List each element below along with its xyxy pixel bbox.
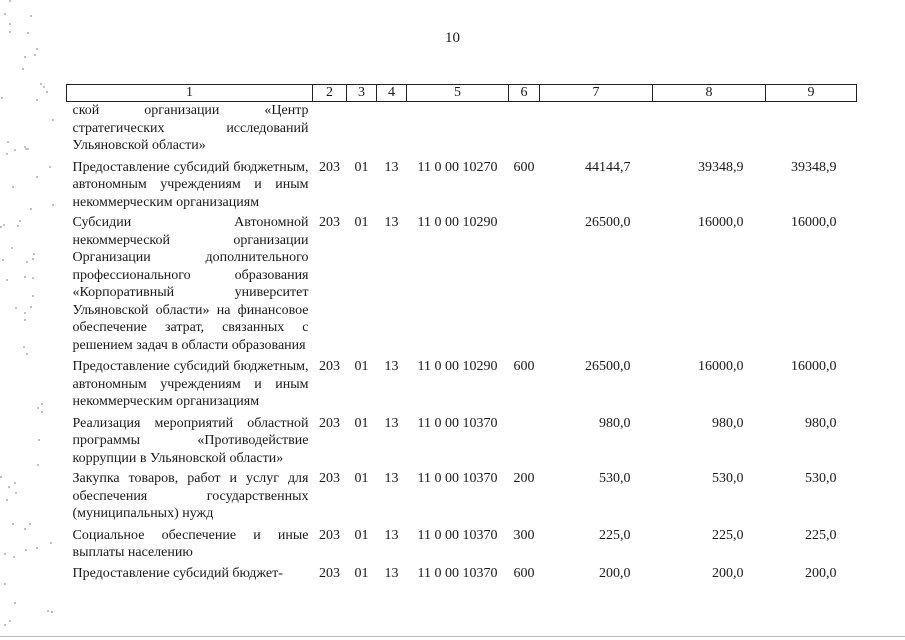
scan-speck — [30, 306, 32, 308]
scan-speck — [32, 295, 34, 297]
cell-amount-col7: 980,0 — [599, 415, 631, 431]
cell-section: 01 — [354, 359, 369, 374]
cell-subsection: 13 — [384, 527, 399, 543]
scan-speck — [41, 411, 43, 413]
cell-section: 01 — [354, 471, 369, 486]
cell-target-article: 11 0 00 10370 — [417, 565, 498, 581]
scan-speck — [24, 319, 26, 321]
scan-speck — [26, 261, 28, 263]
cell-amount-col8: 530,0 — [712, 471, 744, 486]
scan-speck — [13, 556, 15, 558]
cell-expense-type: 600 — [513, 565, 535, 581]
cell-ministry-code: 203 — [319, 215, 340, 230]
scan-speck — [24, 528, 26, 530]
scan-speck — [22, 68, 24, 70]
cell-subsection: 13 — [384, 415, 399, 431]
scan-speck — [14, 482, 16, 484]
cell-amount-col7: 225,0 — [599, 527, 631, 543]
cell-amount-col7: 44144,7 — [585, 159, 631, 175]
cell-ministry-code: 203 — [319, 527, 340, 543]
cell-amount-col7: 26500,0 — [585, 215, 631, 230]
scan-speck — [6, 153, 8, 155]
scan-speck — [19, 220, 21, 222]
cell-subsection: 13 — [384, 215, 399, 230]
scan-speck — [52, 204, 54, 206]
scan-speck — [4, 13, 6, 15]
cell-target-article: 11 0 00 10290 — [417, 359, 498, 374]
scan-speck — [36, 99, 38, 101]
cell-amount-col9: 16000,0 — [791, 215, 837, 230]
scan-speck — [15, 307, 17, 309]
scan-speck — [8, 486, 10, 488]
budget-table — [66, 84, 857, 582]
scan-speck — [46, 91, 48, 93]
cell-amount-col7: 26500,0 — [585, 359, 631, 374]
row-description: Социальное обеспечение и иные выплаты населению — [72, 527, 309, 560]
cell-target-article: 11 0 00 10370 — [417, 527, 498, 543]
column-header-8: 8 — [653, 85, 766, 102]
cell-subsection — [377, 102, 407, 155]
scan-speck — [3, 224, 5, 226]
cell-amount-col9: 980,0 — [805, 415, 837, 431]
table-row — [67, 102, 857, 155]
table-row — [67, 467, 857, 523]
row-description: Предоставление субсидий бюджетным, автономным учреждениям и иным некоммерческим организациям — [72, 359, 309, 409]
cell-amount-col8: 200,0 — [712, 565, 744, 581]
cell-section: 01 — [354, 565, 369, 581]
scan-speck — [30, 208, 32, 210]
scan-speck — [24, 312, 26, 314]
table-row — [67, 411, 857, 468]
scan-speck — [37, 464, 39, 466]
column-header-3: 3 — [347, 85, 377, 102]
scan-speck — [36, 547, 38, 549]
scan-speck — [17, 225, 19, 227]
cell-expense-type: 200 — [513, 471, 535, 486]
cell-ministry-code — [313, 102, 347, 155]
cell-amount-col9: 200,0 — [805, 565, 837, 581]
cell-section: 01 — [354, 527, 369, 543]
scan-speck — [25, 148, 27, 150]
scan-speck — [50, 542, 52, 544]
cell-amount-col7: 200,0 — [599, 565, 631, 581]
cell-ministry-code: 203 — [319, 415, 340, 431]
scan-speck — [12, 523, 14, 525]
scan-speck — [12, 186, 14, 188]
cell-subsection: 13 — [384, 159, 399, 175]
cell-section — [347, 102, 377, 155]
scan-speck — [24, 276, 26, 278]
scan-speck — [9, 620, 11, 622]
scan-speck — [4, 624, 6, 626]
scan-speck — [6, 279, 8, 281]
row-description: Предоставление субсидий бюджет- — [72, 565, 283, 581]
cell-subsection: 13 — [384, 565, 399, 581]
scan-speck — [36, 48, 38, 50]
scan-speck — [14, 602, 16, 604]
cell-subsection: 13 — [384, 359, 399, 374]
scan-speck — [9, 0, 11, 2]
cell-amount-col8: 16000,0 — [698, 215, 744, 230]
scan-speck — [51, 611, 53, 613]
cell-subsection: 13 — [384, 471, 399, 486]
cell-target-article: 11 0 00 10270 — [417, 159, 498, 175]
cell-amount-col8 — [653, 102, 766, 155]
scan-speck — [15, 492, 17, 494]
scan-speck — [30, 15, 32, 17]
cell-amount-col7 — [540, 102, 653, 155]
scan-speck — [4, 583, 6, 585]
cell-ministry-code: 203 — [319, 359, 340, 374]
scan-speck — [0, 226, 2, 228]
cell-section: 01 — [354, 415, 369, 431]
column-header-9: 9 — [766, 85, 857, 102]
scan-speck — [14, 149, 16, 151]
cell-section: 01 — [354, 215, 369, 230]
table-row — [67, 211, 857, 354]
table-row — [67, 354, 857, 411]
scan-speck — [37, 407, 39, 409]
scan-speck — [47, 610, 49, 612]
cell-amount-col9: 39348,9 — [791, 159, 837, 175]
scan-speck — [49, 166, 51, 168]
scan-speck — [41, 403, 43, 405]
cell-amount-col9: 225,0 — [805, 527, 837, 543]
row-description: Субсидии Автономной некоммерческой организации Организации дополнительного профессионального образования «Корпоративный университет Ульяновской области» на финансовое обеспечение затрат, связанных с решением задач в области образования — [72, 215, 309, 353]
scan-speck — [23, 346, 25, 348]
scan-speck — [29, 523, 31, 525]
cell-expense-type: 600 — [513, 359, 535, 374]
scan-speck — [24, 56, 26, 58]
cell-expense-type — [509, 411, 540, 468]
row-description: Предоставление субсидий бюджетным, автономным учреждениям и иным некоммерческим организациям — [72, 159, 309, 210]
scan-speck — [2, 259, 4, 261]
cell-section: 01 — [354, 159, 369, 175]
scan-speck — [33, 253, 35, 255]
scan-speck — [32, 277, 34, 279]
page-number: 10 — [445, 30, 460, 46]
table-row — [67, 562, 857, 583]
cell-ministry-code: 203 — [319, 565, 340, 581]
table-row — [67, 523, 857, 562]
column-header-1: 1 — [67, 85, 313, 102]
cell-target-article: 11 0 00 10290 — [417, 215, 498, 230]
cell-amount-col8: 225,0 — [712, 527, 744, 543]
scan-speck — [1, 97, 3, 99]
cell-amount-col9 — [766, 102, 857, 155]
scan-speck — [32, 258, 34, 260]
table-row — [67, 155, 857, 212]
cell-amount-col7: 530,0 — [599, 471, 631, 486]
cell-amount-col8: 16000,0 — [698, 359, 744, 374]
scan-speck — [7, 141, 9, 143]
scan-speck — [38, 439, 40, 441]
scan-speck — [52, 119, 54, 121]
header-row — [67, 85, 857, 102]
row-description: Закупка товаров, работ и услуг для обеспечения государственных (муниципальных) нужд — [72, 471, 309, 521]
row-description: ской организации «Центр стратегических исследований Ульяновской области» — [72, 103, 309, 153]
column-header-6: 6 — [509, 85, 540, 102]
cell-ministry-code: 203 — [319, 159, 340, 175]
scan-speck — [34, 54, 36, 56]
page-bottom-edge — [0, 636, 905, 637]
scan-speck — [6, 499, 8, 501]
scan-speck — [27, 148, 29, 150]
scan-noise — [0, 0, 60, 640]
cell-target-article: 11 0 00 10370 — [417, 471, 498, 486]
cell-amount-col8: 980,0 — [712, 415, 744, 431]
cell-target-article: 11 0 00 10370 — [417, 415, 498, 431]
column-header-2: 2 — [313, 85, 347, 102]
cell-expense-type: 300 — [513, 527, 535, 543]
cell-target-article — [407, 102, 509, 155]
scan-speck — [25, 549, 27, 551]
scan-speck — [40, 83, 42, 85]
cell-amount-col9: 530,0 — [805, 471, 837, 486]
scan-speck — [43, 86, 45, 88]
column-header-4: 4 — [377, 85, 407, 102]
cell-expense-type: 600 — [513, 159, 535, 175]
cell-expense-type — [509, 102, 540, 155]
cell-amount-col8: 39348,9 — [698, 159, 744, 175]
cell-expense-type — [509, 211, 540, 354]
scan-speck — [9, 23, 11, 25]
cell-ministry-code: 203 — [319, 471, 340, 486]
scan-speck — [0, 476, 2, 478]
scan-speck — [4, 553, 6, 555]
scan-speck — [26, 353, 28, 355]
cell-amount-col9: 16000,0 — [791, 359, 837, 374]
column-header-7: 7 — [540, 85, 653, 102]
column-header-5: 5 — [407, 85, 509, 102]
scan-speck — [11, 247, 13, 249]
scan-speck — [36, 176, 38, 178]
row-description: Реализация мероприятий областной программы «Противодействие коррупции в Ульяновской области» — [72, 415, 309, 466]
